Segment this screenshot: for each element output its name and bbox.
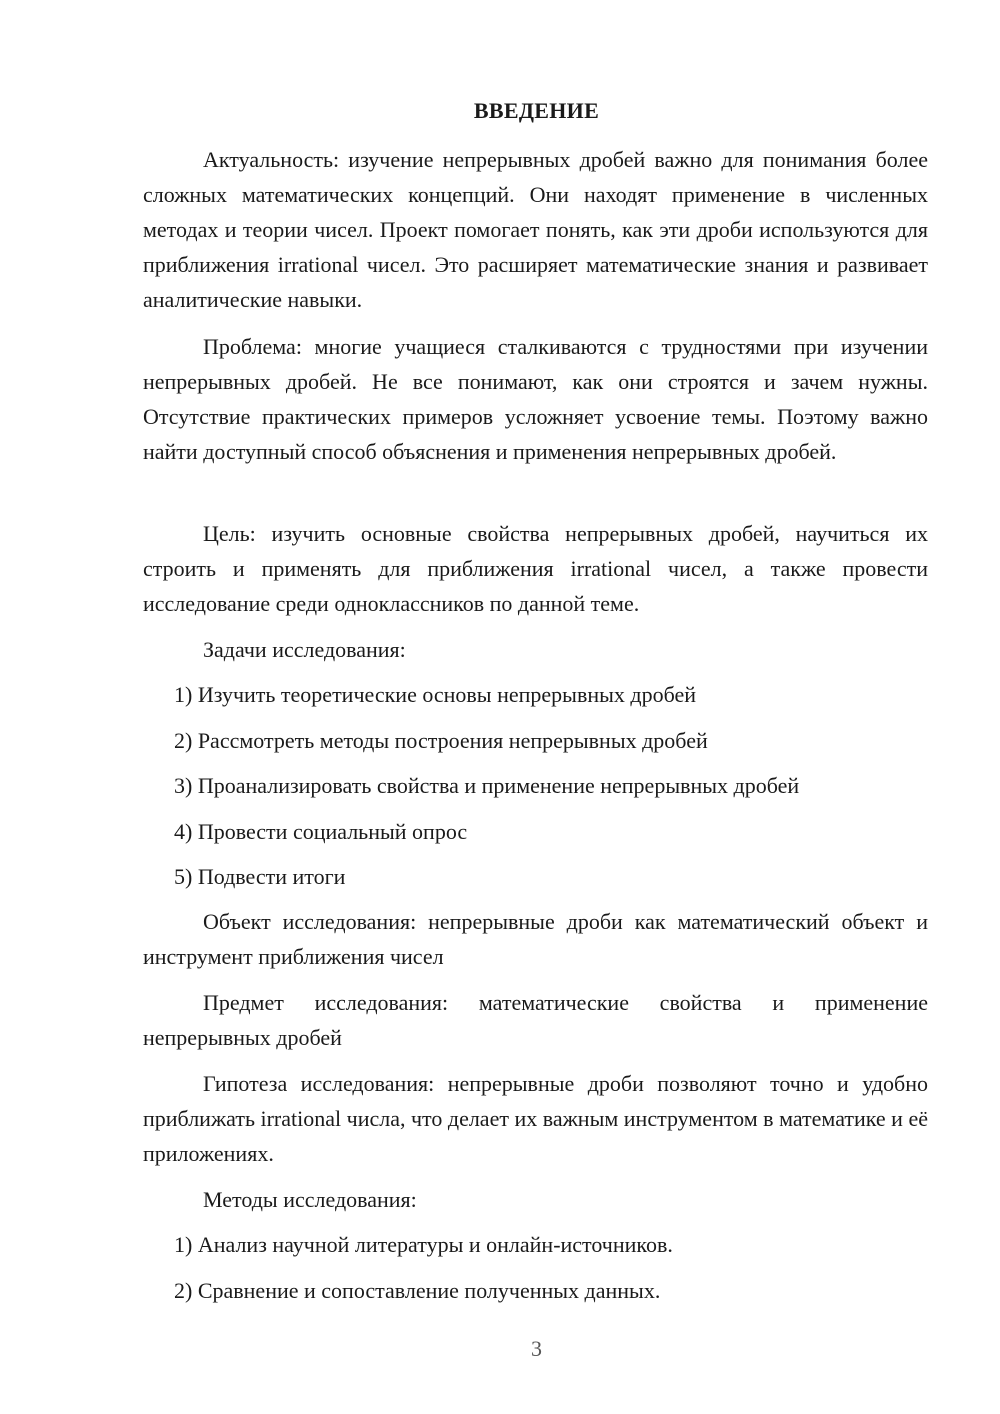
page-number: 3 bbox=[531, 1336, 542, 1361]
paragraph-hypothesis: Гипотеза исследования: непрерывные дроби позволяют точно и удобно приближать irrational числа, что делает их важным инструментом в математике и её приложениях. bbox=[143, 1071, 928, 1166]
task-item-3: 3) Проанализировать свойства и применение непрерывных дробей bbox=[174, 773, 800, 798]
paragraph-object: Объект исследования: непрерывные дроби как математический объект и инструмент приближения чисел bbox=[143, 909, 928, 969]
methods-title: Методы исследования: bbox=[203, 1187, 417, 1212]
paragraph-subject: Предмет исследования: математические свойства и применение непрерывных дробей bbox=[143, 990, 928, 1050]
section-heading: ВВЕДЕНИЕ bbox=[473, 98, 600, 123]
task-item-4: 4) Провести социальный опрос bbox=[174, 819, 468, 844]
method-item-2: 2) Сравнение и сопоставление полученных данных. bbox=[174, 1278, 661, 1303]
paragraph-relevance: Актуальность: изучение непрерывных дробей важно для понимания более сложных математических концепций. Они находят применение в численных методах и теории чисел. Проект помогает понять, как эти дроби используются для приближения irrational чисел. Это расширяет математические знания и развивает аналитические навыки. bbox=[143, 147, 928, 312]
method-item-1: 1) Анализ научной литературы и онлайн-источников. bbox=[174, 1232, 673, 1257]
task-item-5: 5) Подвести итоги bbox=[174, 864, 346, 889]
task-item-1: 1) Изучить теоретические основы непрерывных дробей bbox=[174, 682, 697, 707]
paragraph-goal: Цель: изучить основные свойства непрерывных дробей, научиться их строить и применять для приближения irrational чисел, а также провести исследование среди одноклассников по данной теме. bbox=[143, 521, 928, 616]
tasks-title: Задачи исследования: bbox=[203, 637, 406, 662]
paragraph-problem: Проблема: многие учащиеся сталкиваются с трудностями при изучении непрерывных дробей. Не все понимают, как они строятся и зачем нужны. Отсутствие практических примеров усложняет усвоение темы. Поэтому важно найти доступный способ объяснения и применения непрерывных дробей. bbox=[143, 334, 928, 464]
task-item-2: 2) Рассмотреть методы построения непрерывных дробей bbox=[174, 728, 708, 753]
